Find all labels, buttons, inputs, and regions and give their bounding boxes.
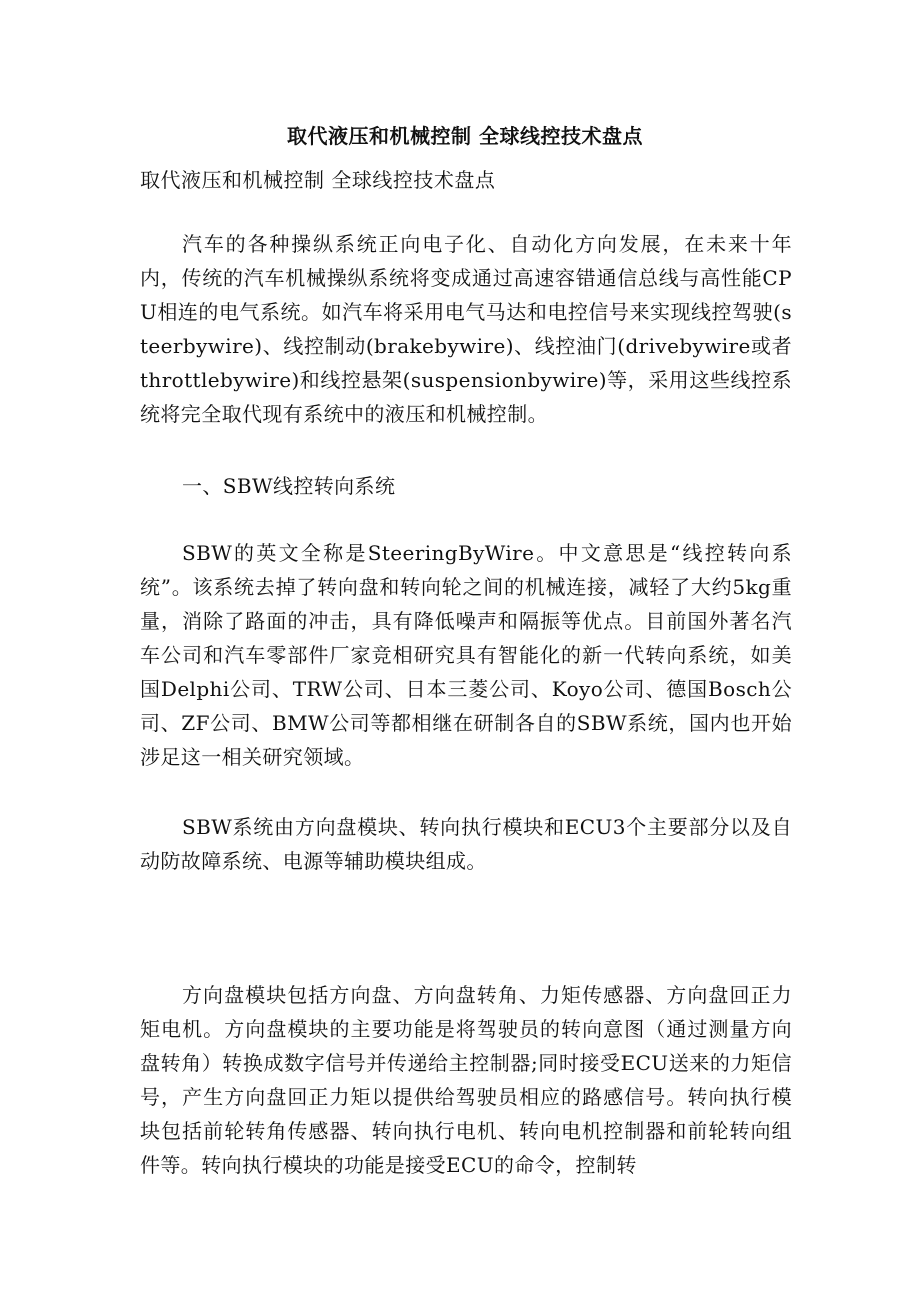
- section-heading-sbw: 一、SBW线控转向系统: [182, 474, 396, 498]
- document-title: 取代液压和机械控制 全球线控技术盘点: [287, 124, 643, 148]
- paragraph-sbw-definition: SBW的英文全称是SteeringByWire。中文意思是“线控转向系统”。该系统去掉了转向盘和转向轮之间的机械连接，减轻了大约5kg重量，消除了路面的冲击，具有降低噪声和隔振等优点。目前国外著名汽车公司和汽车零部件厂家竞相研究具有智能化的新一代转向系统，如美国Delphi公司、TRW公司、日本三菱公司、Koyo公司、德国Bosch公司、ZF公司、BMW公司等都相继在研制各自的SBW系统，国内也开始涉足这一相关研究领域。: [140, 541, 792, 769]
- paragraph-intro: 汽车的各种操纵系统正向电子化、自动化方向发展，在未来十年内，传统的汽车机械操纵系统将变成通过高速容错通信总线与高性能CPU相连的电气系统。如汽车将采用电气马达和电控信号来实现线控驾驶(steerbywire)、线控制动(brakebywire)、线控油门(drivebywire或者throttlebywire)和线控悬架(suspensionbywire)等，采用这些线控系统将完全取代现有系统中的液压和机械控制。: [140, 232, 792, 426]
- document-subtitle: 取代液压和机械控制 全球线控技术盘点: [140, 168, 496, 192]
- paragraph-steering-modules: 方向盘模块包括方向盘、方向盘转角、力矩传感器、方向盘回正力矩电机。方向盘模块的主要功能是将驾驶员的转向意图（通过测量方向盘转角）转换成数字信号并传递给主控制器;同时接受ECU送来的力矩信号，产生方向盘回正力矩以提供给驾驶员相应的路感信号。转向执行模块包括前轮转角传感器、转向执行电机、转向电机控制器和前轮转向组件等。转向执行模块的功能是接受ECU的命令，控制转: [140, 983, 792, 1177]
- paragraph-sbw-components: SBW系统由方向盘模块、转向执行模块和ECU3个主要部分以及自动防故障系统、电源等辅助模块组成。: [140, 815, 792, 873]
